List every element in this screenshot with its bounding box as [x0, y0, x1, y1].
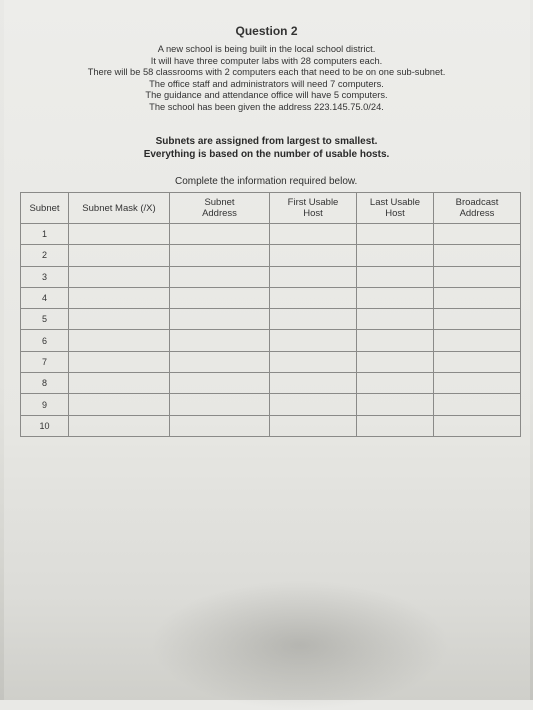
subnet-mask-cell[interactable]	[69, 224, 170, 245]
table-row	[21, 373, 521, 394]
first-usable-host-cell[interactable]	[270, 351, 357, 372]
subnet-number: 3	[21, 266, 69, 287]
first-usable-host-cell[interactable]	[270, 266, 357, 287]
subnet-mask-cell[interactable]	[69, 373, 170, 394]
first-usable-host-cell[interactable]	[270, 224, 357, 245]
subnet-mask-cell[interactable]	[69, 351, 170, 372]
rule-line: Everything is based on the number of usable hosts.	[143, 149, 390, 160]
broadcast-address-cell[interactable]	[434, 373, 521, 394]
subnet-table	[20, 192, 521, 437]
last-usable-host-cell[interactable]	[357, 287, 434, 308]
last-usable-host-cell[interactable]	[357, 373, 434, 394]
subnet-mask-cell[interactable]	[69, 309, 170, 330]
table-row	[21, 266, 521, 287]
table-header-row	[21, 193, 521, 224]
table-row	[21, 309, 521, 330]
first-usable-host-cell[interactable]	[270, 394, 357, 415]
last-usable-host-cell[interactable]	[357, 351, 434, 372]
subnet-number: 9	[21, 394, 69, 415]
subnet-address-cell[interactable]	[170, 224, 270, 245]
broadcast-address-cell[interactable]	[434, 415, 521, 436]
first-usable-host-cell[interactable]	[270, 309, 357, 330]
subnet-number: 4	[21, 287, 69, 308]
table-row	[21, 330, 521, 351]
header-last-usable-host: Last Usable Host	[357, 193, 434, 224]
subnet-number: 2	[21, 245, 69, 266]
broadcast-address-cell[interactable]	[434, 224, 521, 245]
header-subnet: Subnet	[21, 193, 69, 224]
table-row	[21, 394, 521, 415]
first-usable-host-cell[interactable]	[270, 373, 357, 394]
problem-statement	[0, 44, 533, 114]
subnet-address-cell[interactable]	[170, 415, 270, 436]
first-usable-host-cell[interactable]	[270, 415, 357, 436]
subnet-address-cell[interactable]	[170, 394, 270, 415]
broadcast-address-cell[interactable]	[434, 245, 521, 266]
last-usable-host-cell[interactable]	[357, 415, 434, 436]
last-usable-host-cell[interactable]	[357, 394, 434, 415]
subnet-address-cell[interactable]	[170, 245, 270, 266]
broadcast-address-cell[interactable]	[434, 394, 521, 415]
subnet-mask-cell[interactable]	[69, 266, 170, 287]
table-row	[21, 351, 521, 372]
intro-line: The school has been given the address 223.145.75.0/24.	[149, 101, 384, 112]
subnet-address-cell[interactable]	[170, 287, 270, 308]
first-usable-host-cell[interactable]	[270, 287, 357, 308]
subnet-mask-cell[interactable]	[69, 287, 170, 308]
subnet-address-cell[interactable]	[170, 266, 270, 287]
header-first-usable-host: First Usable Host	[270, 193, 357, 224]
subnet-number: 10	[21, 415, 69, 436]
broadcast-address-cell[interactable]	[434, 309, 521, 330]
intro-line: The guidance and attendance office will have 5 computers.	[145, 90, 388, 101]
rules-block	[0, 135, 533, 161]
table-row	[21, 224, 521, 245]
last-usable-host-cell[interactable]	[357, 224, 434, 245]
subnet-number: 6	[21, 330, 69, 351]
last-usable-host-cell[interactable]	[357, 330, 434, 351]
broadcast-address-cell[interactable]	[434, 266, 521, 287]
instruction-text: Complete the information required below.	[175, 176, 358, 187]
intro-line: The office staff and administrators will need 7 computers.	[149, 78, 384, 89]
intro-line: It will have three computer labs with 28 computers each.	[150, 55, 383, 66]
table-row	[21, 287, 521, 308]
subnet-mask-cell[interactable]	[69, 330, 170, 351]
subnet-number: 5	[21, 309, 69, 330]
subnet-address-cell[interactable]	[170, 309, 270, 330]
first-usable-host-cell[interactable]	[270, 245, 357, 266]
broadcast-address-cell[interactable]	[434, 330, 521, 351]
rule-line: Subnets are assigned from largest to smallest.	[155, 136, 378, 147]
broadcast-address-cell[interactable]	[434, 287, 521, 308]
table-row	[21, 245, 521, 266]
intro-line: There will be 58 classrooms with 2 computers each that need to be on one sub-subnet.	[87, 67, 446, 78]
subnet-mask-cell[interactable]	[69, 415, 170, 436]
header-subnet-address: Subnet Address	[170, 193, 270, 224]
subnet-mask-cell[interactable]	[69, 394, 170, 415]
subnet-address-cell[interactable]	[170, 373, 270, 394]
first-usable-host-cell[interactable]	[270, 330, 357, 351]
header-subnet-mask: Subnet Mask (/X)	[69, 193, 170, 224]
subnet-number: 1	[21, 224, 69, 245]
broadcast-address-cell[interactable]	[434, 351, 521, 372]
intro-line: A new school is being built in the local school district.	[157, 44, 376, 54]
question-title: Question 2	[235, 24, 298, 38]
subnet-number: 8	[21, 373, 69, 394]
last-usable-host-cell[interactable]	[357, 309, 434, 330]
subnet-address-cell[interactable]	[170, 330, 270, 351]
table-row	[21, 415, 521, 436]
subnet-mask-cell[interactable]	[69, 245, 170, 266]
last-usable-host-cell[interactable]	[357, 266, 434, 287]
hand-shadow	[150, 580, 450, 710]
last-usable-host-cell[interactable]	[357, 245, 434, 266]
subnet-address-cell[interactable]	[170, 351, 270, 372]
header-broadcast-address: Broadcast Address	[434, 193, 521, 224]
subnet-number: 7	[21, 351, 69, 372]
